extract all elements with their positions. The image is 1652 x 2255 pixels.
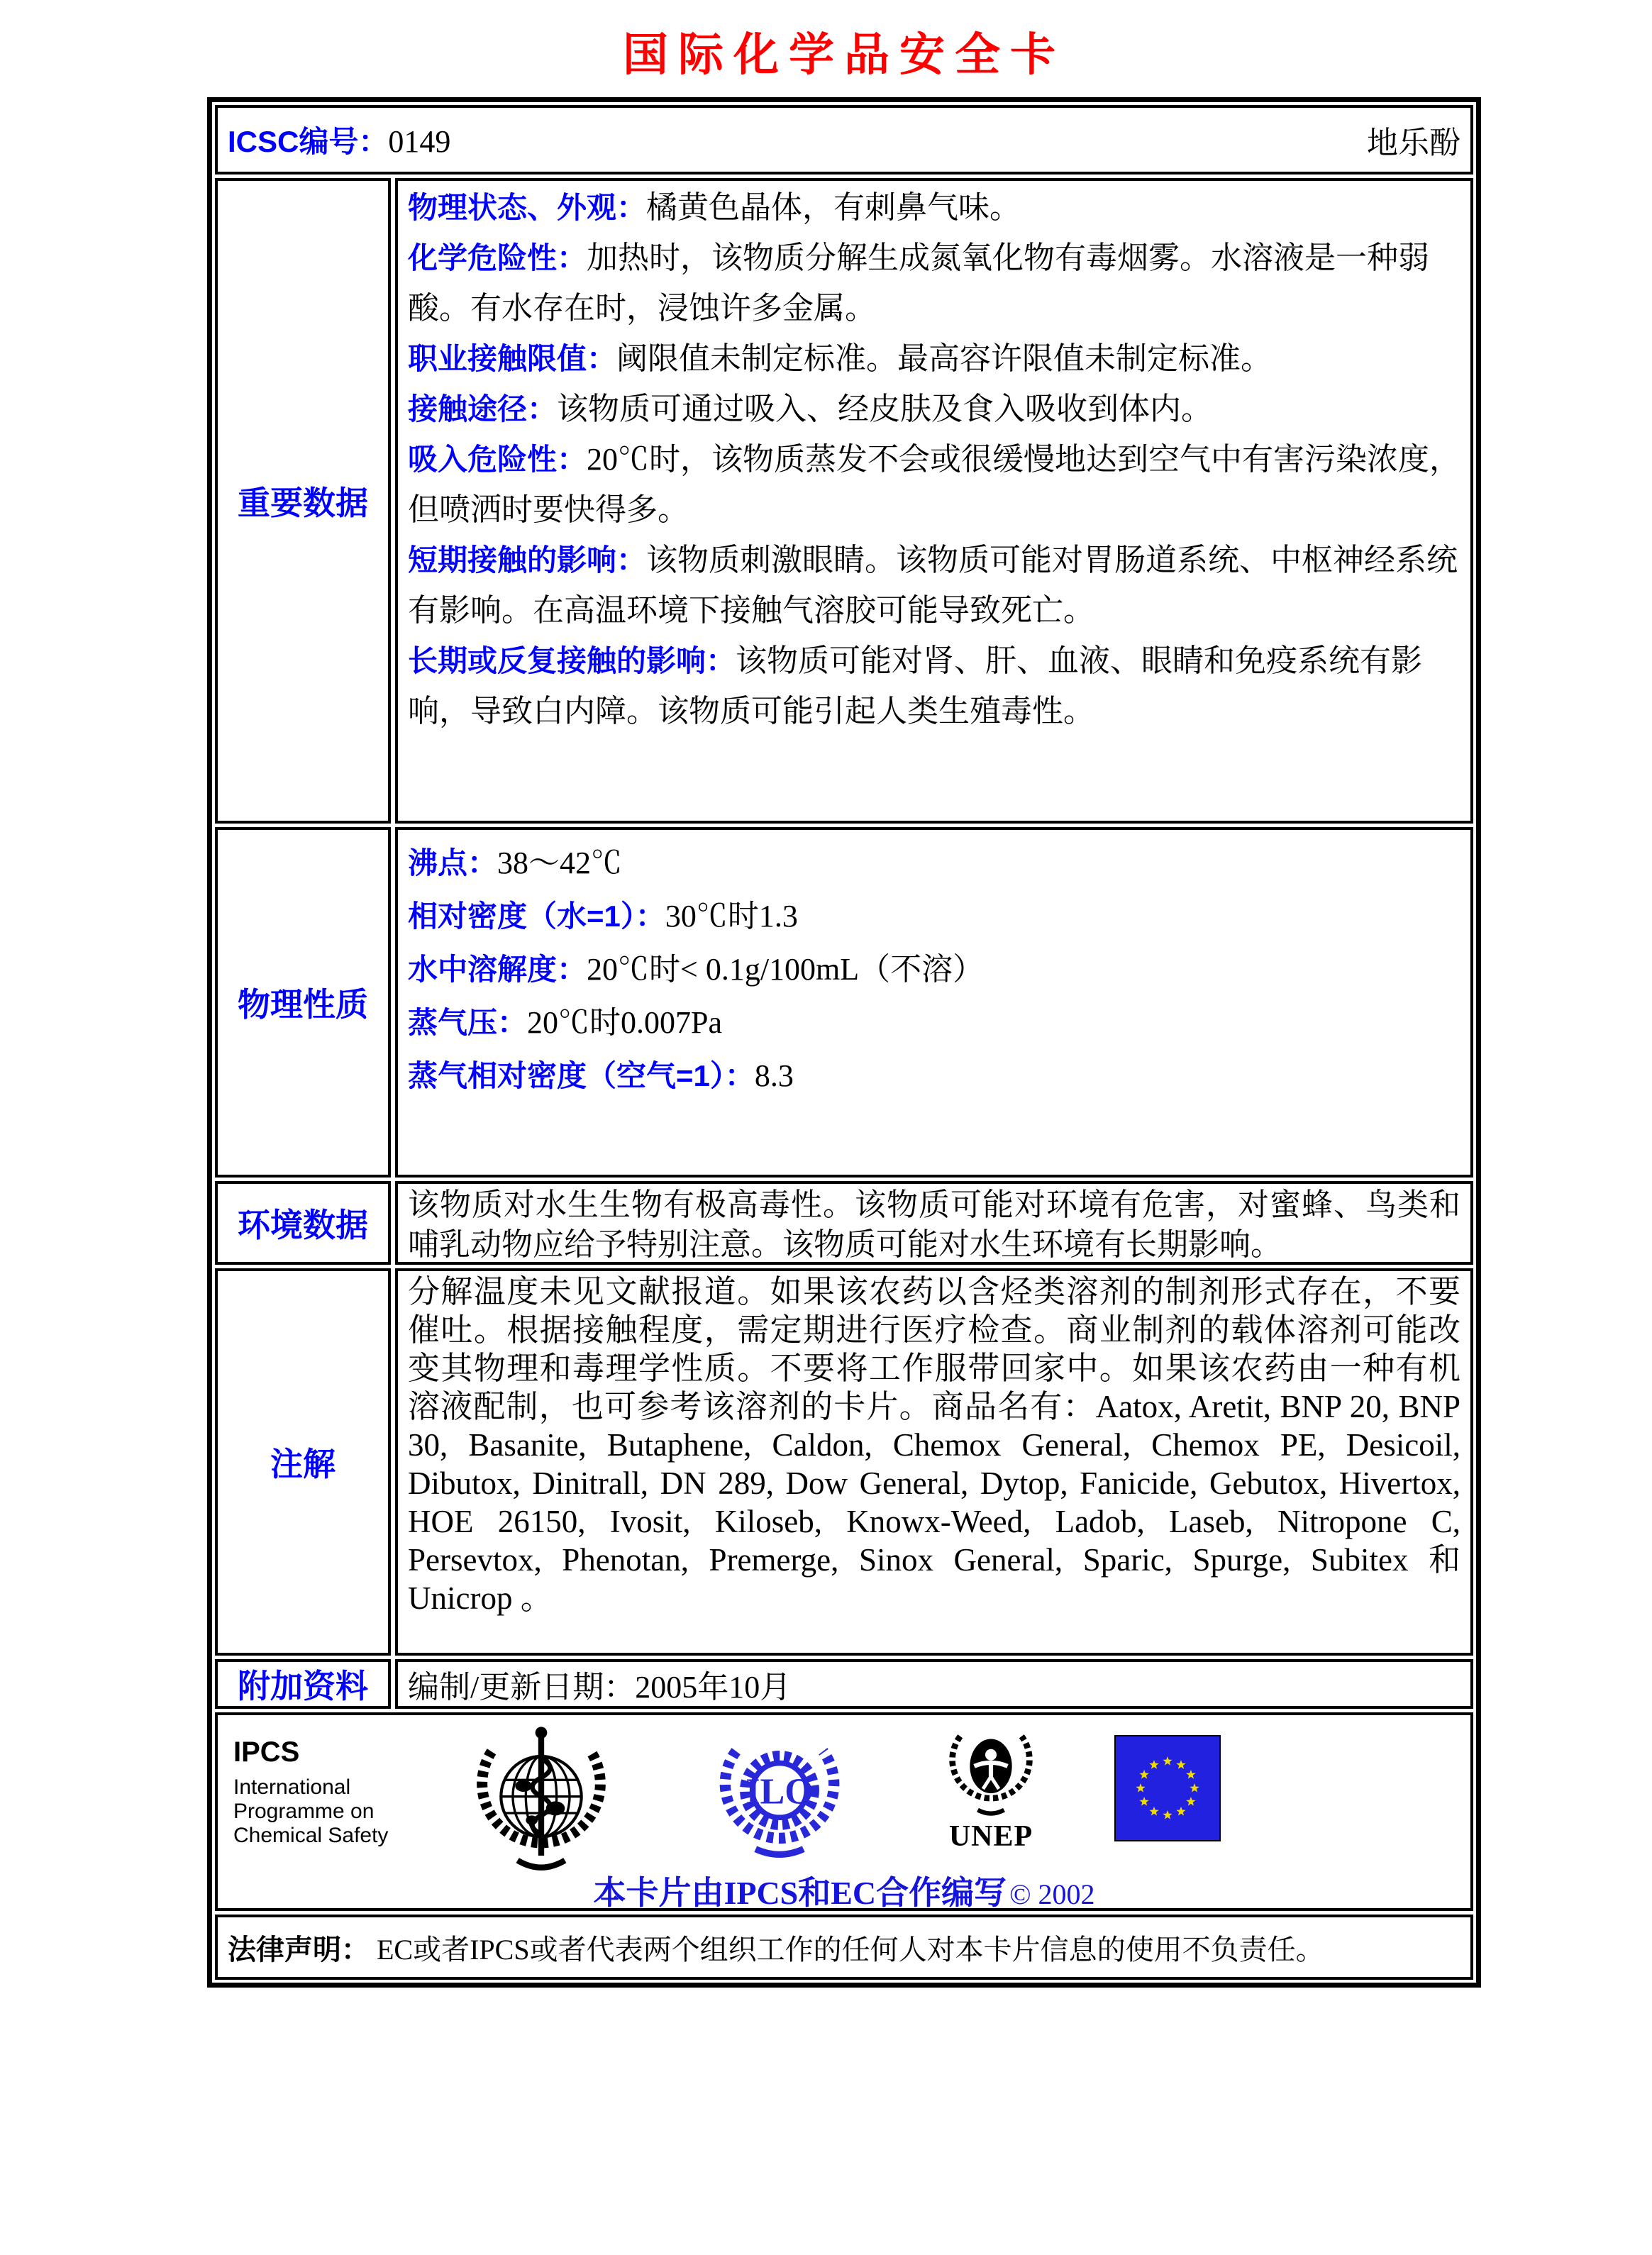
physical-item <box>408 1049 1460 1102</box>
physical-item-key: 相对密度（水=1）： <box>408 899 665 933</box>
important-item-key: 吸入危险性： <box>408 443 587 476</box>
section-important <box>215 178 1473 824</box>
ipcs-subtitle-line: International <box>233 1775 351 1799</box>
important-item-key: 短期接触的影响： <box>408 543 647 577</box>
physical-item-key: 水中溶解度： <box>408 953 587 986</box>
physical-item-text: 30℃时1.3 <box>665 899 798 933</box>
who-logo-icon <box>470 1721 612 1891</box>
section-environment <box>215 1181 1473 1265</box>
logos-cell <box>215 1712 1473 1911</box>
physical-item-key: 沸点： <box>408 846 498 880</box>
important-item <box>408 434 1460 535</box>
credit-line <box>218 1867 1470 1911</box>
section-notes <box>215 1268 1473 1656</box>
page-title: 国际化学品安全卡 <box>623 29 1065 80</box>
important-item-text: 20℃时，该物质蒸发不会或很缓慢地达到空气中有害污染浓度，但喷洒时要快得多。 <box>408 442 1461 527</box>
icsc-number <box>228 118 450 161</box>
credit-year: © 2002 <box>1009 1878 1095 1910</box>
section-additional <box>215 1659 1473 1709</box>
unep-logo <box>943 1722 1039 1854</box>
section-label-environment: 环境数据 <box>215 1181 391 1265</box>
physical-item-text: 20℃时< 0.1g/100mL（不溶） <box>587 952 985 987</box>
ipcs-title: IPCS <box>233 1736 300 1768</box>
section-physical <box>215 827 1473 1178</box>
icsc-card <box>207 97 1481 1988</box>
important-item-key: 职业接触限值： <box>408 342 617 375</box>
section-label-important: 重要数据 <box>215 178 391 824</box>
section-content-additional: 编制/更新日期：2005年10月 <box>395 1659 1473 1709</box>
legal-row <box>215 1915 1473 1980</box>
icsc-number-label: ICSC编号： <box>228 125 389 158</box>
header-cell <box>215 105 1473 174</box>
section-label-physical: 物理性质 <box>215 827 391 1178</box>
important-item-text: 阈限值未制定标准。最高容许限值未制定标准。 <box>616 341 1273 376</box>
physical-item-text: 8.3 <box>754 1058 794 1093</box>
physical-item <box>408 890 1460 943</box>
section-label-additional: 附加资料 <box>215 1659 391 1709</box>
section-content-notes: 分解温度未见文献报道。如果该农药以含烃类溶剂的制剂形式存在，不要催吐。根据接触程度，需定期进行医疗检查。商业制剂的载体溶剂可能改变其物理和毒理学性质。不要将工作服带回家中。如果该农药由一种有机溶液配制，也可参考该溶剂的卡片。商品名有：Aatox, Aretit, BNP 20, BNP 30, Basanite, Butaphene, Caldon, Chemox General, Chemox PE, Desicoil, Dibutox, Dinitrall, DN 289, Dow General, Dytop, Fanicide, Gebutox, Hivertox, HOE 26150, Ivosit, Kiloseb, Knowx-Weed, Ladob, Laseb, Nitropone C, Persevtox, Phenotan, Premerge, Sinox General, Sparic, Spurge, Subitex 和 Unicrop 。 <box>395 1268 1473 1656</box>
physical-item-text: 38～42℃ <box>497 846 623 880</box>
ipcs-subtitle-line: Programme on <box>233 1800 375 1823</box>
important-item-key: 化学危险性： <box>408 241 587 275</box>
important-item <box>408 233 1460 333</box>
important-item-text: 该物质刺激眼睛。该物质可能对胃肠道系统、中枢神经系统有影响。在高温环境下接触气溶胶可能导致死亡。 <box>408 543 1458 628</box>
section-label-notes: 注解 <box>215 1268 391 1656</box>
legal-label: 法律声明： <box>228 1934 370 1966</box>
important-item <box>408 182 1460 233</box>
logos-row <box>215 1712 1473 1911</box>
important-item-key: 物理状态、外观： <box>408 191 647 224</box>
physical-item <box>408 836 1460 890</box>
legal-text: EC或者IPCS或者代表两个组织工作的任何人对本卡片信息的使用不负责任。 <box>377 1933 1324 1966</box>
important-item-key: 长期或反复接触的影响： <box>408 644 736 677</box>
ipcs-subtitle-line: Chemical Safety <box>233 1824 389 1847</box>
unep-logo-text: UNEP <box>948 1820 1033 1853</box>
unep-logo-icon <box>943 1722 1039 1819</box>
legal-cell <box>215 1915 1473 1980</box>
important-item-text: 橘黄色晶体，有刺鼻气味。 <box>646 190 1021 225</box>
section-content-environment: 该物质对水生生物有极高毒性。该物质可能对环境有危害，对蜜蜂、鸟类和哺乳动物应给予特别注意。该物质可能对水生环境有长期影响。 <box>395 1181 1473 1265</box>
important-item <box>408 333 1460 384</box>
credit-text: 本卡片由IPCS和EC合作编写 <box>593 1875 1007 1911</box>
ipcs-block <box>233 1736 388 1848</box>
important-item-key: 接触途径： <box>408 392 558 426</box>
physical-item-key: 蒸气相对密度（空气=1）： <box>408 1059 755 1092</box>
icsc-number-value: 0149 <box>388 124 451 159</box>
physical-item-key: 蒸气压： <box>408 1006 528 1039</box>
important-item-text: 加热时，该物质分解生成氮氧化物有毒烟雾。水溶液是一种弱酸。有水存在时，浸蚀许多金属。 <box>408 240 1430 326</box>
header-row <box>215 105 1473 174</box>
chemical-name: 地乐酚 <box>1367 126 1460 160</box>
important-item-text: 该物质可能对肾、肝、血液、眼睛和免疫系统有影响，导致白内障。该物质可能引起人类生殖毒性。 <box>408 643 1423 728</box>
eu-flag-icon <box>1114 1735 1221 1841</box>
important-item <box>408 384 1460 434</box>
important-item <box>408 636 1460 736</box>
ipcs-subtitle <box>233 1775 388 1848</box>
section-content-important <box>395 178 1473 824</box>
important-item-text: 该物质可通过吸入、经皮肤及食入吸收到体内。 <box>557 392 1213 426</box>
important-item <box>408 535 1460 636</box>
physical-item <box>408 943 1460 996</box>
ilo-logo-text: ILO <box>745 1771 814 1812</box>
section-content-physical <box>395 827 1473 1178</box>
physical-item-text: 20℃时0.007Pa <box>527 1005 723 1040</box>
physical-item <box>408 996 1460 1049</box>
ilo-logo-icon <box>714 1727 845 1858</box>
